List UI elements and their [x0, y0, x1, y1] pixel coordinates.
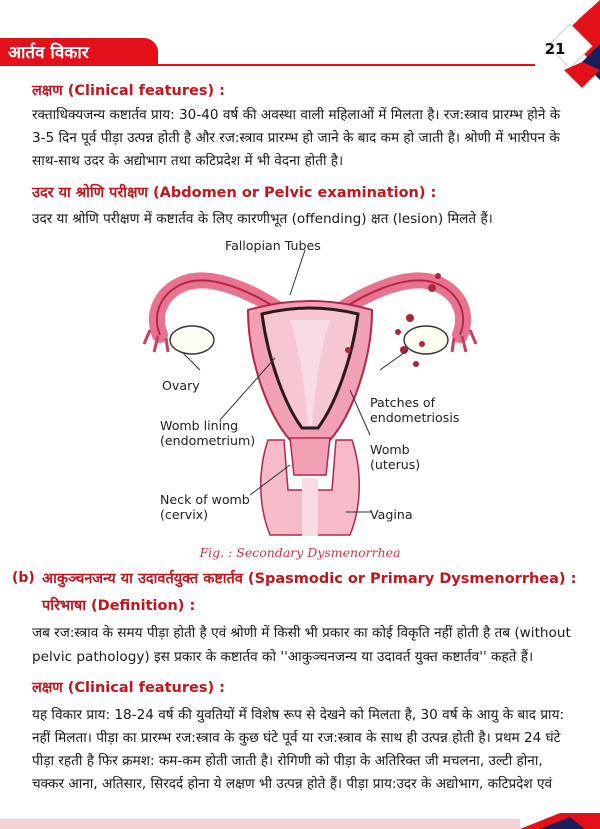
- section-heading-clinical-features: लक्षण (Clinical features) :: [32, 83, 225, 99]
- label-womb: Womb (uterus): [370, 442, 421, 472]
- paragraph-line: पीड़ा रहती है फिर क्रमश: कम-कम होती जाती है। रोगिणी को पीड़ा के अतिरिक्त जी मचलना, उल्टी होना,: [32, 753, 543, 769]
- label-ovary: Ovary: [162, 378, 200, 393]
- paragraph-line: यह विकार प्राय: 18-24 वर्ष की युवतियों में विशेष रूप से देखने को मिलता है, 30 वर्ष के आयु के बाद प्राय:: [32, 707, 565, 723]
- label-endometriosis-patches: Patches of endometriosis: [370, 395, 460, 425]
- chapter-title: आर्तव विकार: [8, 43, 89, 63]
- paragraph-line: उदर या श्रोणि परीक्षण में कष्टार्तव के लिए कारणीभूत (offending) क्षत (lesion) मिलते हैं।: [32, 211, 493, 227]
- paragraph-line: चक्कर आना, अतिसार, सिरदर्द होना ये लक्षण भी उत्पन्न होते हैं। पीड़ा प्राय:उदर के अद्योभाग, कटिप्रदेश एवं: [32, 776, 553, 792]
- label-vagina: Vagina: [370, 507, 413, 522]
- chapter-header-bar: [0, 38, 158, 66]
- paragraph-line: रक्ताधिक्यजन्य कष्टार्तव प्राय: 30-40 वर्ष की अवस्था वाली महिलाओं में मिलता है। रज:स्त्राव प्रारम्भ होने के: [32, 107, 561, 123]
- paragraph-line: नहीं मिलता। पीड़ा का प्रारम्भ रज:स्त्राव के कुछ घंटे पूर्व या रज:स्त्राव के साथ ही उत्पन्न होती है। प्रथम 24 घंटे: [32, 730, 561, 746]
- label-cervix: Neck of womb (cervix): [160, 492, 250, 522]
- paragraph-line: जब रज:स्त्राव के समय पीड़ा होती है एवं श्रोणी में किसी भी प्रकार का कोई विकृति नहीं होती है तब (without: [32, 625, 571, 641]
- figure-caption: Fig. : Secondary Dysmenorrhea: [199, 545, 401, 560]
- paragraph-line: 3-5 दिन पूर्व पीड़ा उत्पन्न होती है और रज:स्त्राव प्रारम्भ हो जाने के बाद कम हो जाती है। श्रोणी में भारीपन के: [32, 130, 560, 146]
- header-rule: [150, 64, 535, 66]
- footer-decoration: [0, 813, 600, 829]
- paragraph-line: pelvic pathology) इस प्रकार के कष्टार्तव को ''आकुञ्चनजन्य या उदावर्त युक्त कष्टार्तव'' कहते हैं।: [32, 649, 534, 665]
- section-heading-spasmodic: आकुञ्चनजन्य या उदावर्तयुक्त कष्टार्तव (Spasmodic or Primary Dysmenorrhea) :: [42, 571, 577, 587]
- page-number: 21: [544, 40, 566, 58]
- list-marker: (b): [12, 570, 35, 586]
- section-heading-pelvic-exam: उदर या श्रोणि परीक्षण (Abdomen or Pelvic examination) :: [32, 185, 437, 201]
- sub-heading-definition: परिभाषा (Definition) :: [42, 598, 196, 614]
- section-heading-clinical-features-2: लक्षण (Clinical features) :: [32, 680, 225, 696]
- label-fallopian-tubes: Fallopian Tubes: [225, 238, 321, 253]
- label-womb-lining: Womb lining (endometrium): [160, 418, 256, 448]
- paragraph-line: साथ-साथ उदर के अद्योभाग तथा कटिप्रदेश में भी वेदना होती है।: [32, 153, 344, 169]
